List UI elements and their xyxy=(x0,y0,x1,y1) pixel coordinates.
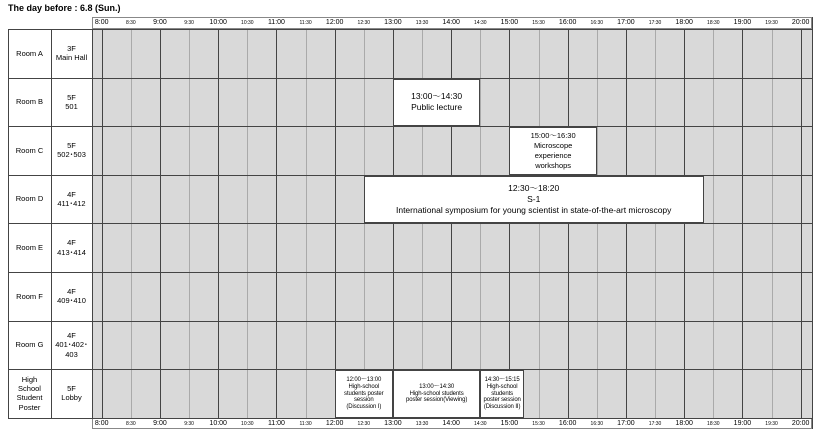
room-location: 5F 502･503 xyxy=(57,141,86,160)
time-label: 17:30 xyxy=(648,420,662,427)
room-name: Room C xyxy=(15,145,44,155)
time-label: 14:30 xyxy=(474,420,487,427)
room-name: Room G xyxy=(15,340,44,350)
time-label: 19:00 xyxy=(733,419,752,427)
time-label: 9:30 xyxy=(184,420,194,427)
row-divider xyxy=(8,223,812,224)
room-name: Room B xyxy=(15,97,44,107)
room-name: High School Student Poster xyxy=(16,374,43,412)
time-label: 12:00 xyxy=(325,19,344,26)
time-label: 18:00 xyxy=(675,19,693,26)
row-divider xyxy=(8,29,812,30)
time-label: 19:00 xyxy=(733,19,752,26)
time-label: 15:00 xyxy=(500,19,519,26)
time-label: 10:00 xyxy=(209,19,227,26)
time-label: 16:00 xyxy=(558,19,577,26)
time-label: 15:30 xyxy=(532,20,545,26)
time-label: 17:00 xyxy=(617,19,635,26)
event-block[interactable]: 14:30～15:15 High-school students poster session (Discussion II) xyxy=(480,370,524,418)
time-label: 16:30 xyxy=(590,420,604,427)
room-location: 5F 501 xyxy=(65,92,78,111)
room-location: 3F Main Hall xyxy=(55,43,88,63)
time-label: 19:30 xyxy=(765,420,778,427)
time-label: 17:00 xyxy=(617,419,635,427)
room-location: 5F Lobby xyxy=(61,384,82,403)
time-label: 14:00 xyxy=(442,19,460,26)
time-label: 8:00 xyxy=(94,419,109,427)
time-label: 16:00 xyxy=(558,419,577,427)
time-label: 11:30 xyxy=(299,20,312,26)
column-divider xyxy=(51,29,52,418)
time-label: 20:00 xyxy=(791,19,810,26)
room-location: 4F 413･414 xyxy=(57,238,86,257)
time-label: 9:00 xyxy=(153,19,167,26)
time-label: 13:30 xyxy=(415,420,429,427)
time-label: 10:30 xyxy=(241,420,254,427)
time-label: 20:00 xyxy=(791,419,810,427)
time-label: 13:00 xyxy=(384,19,402,26)
time-label: 11:30 xyxy=(299,420,312,427)
row-divider xyxy=(8,272,812,273)
room-location: 4F 409･410 xyxy=(57,286,86,306)
time-label: 10:30 xyxy=(241,20,254,26)
row-divider xyxy=(8,418,812,419)
room-name: Room A xyxy=(16,48,43,58)
time-label: 13:30 xyxy=(415,20,429,26)
time-label: 16:30 xyxy=(590,20,604,26)
time-label: 14:30 xyxy=(474,20,487,26)
time-label: 18:00 xyxy=(675,419,693,427)
room-name: Room D xyxy=(15,194,44,204)
time-label: 12:30 xyxy=(357,20,371,26)
time-label: 9:30 xyxy=(184,20,194,26)
event-block[interactable]: 12:00～13:00 High-school students poster session (Discussion I) xyxy=(335,370,393,418)
room-location: 4F 411･412 xyxy=(57,189,86,209)
room-name: Room E xyxy=(15,243,44,252)
time-label: 17:30 xyxy=(648,20,662,26)
column-divider xyxy=(92,29,93,418)
time-label: 11:00 xyxy=(267,19,285,26)
time-label: 18:30 xyxy=(707,20,720,26)
time-label: 15:30 xyxy=(532,420,545,427)
time-label: 15:00 xyxy=(500,419,519,427)
time-label: 13:00 xyxy=(384,419,402,427)
time-label: 12:00 xyxy=(325,419,344,427)
row-divider xyxy=(8,126,812,127)
event-block[interactable]: 13:00～14:30 Public lecture xyxy=(393,79,480,127)
time-label: 10:00 xyxy=(209,419,227,427)
time-label: 12:30 xyxy=(357,420,371,427)
room-name: Room F xyxy=(16,291,43,301)
column-divider xyxy=(8,29,9,418)
time-label: 18:30 xyxy=(707,420,720,427)
time-label: 8:30 xyxy=(125,420,136,427)
time-label: 8:00 xyxy=(94,19,109,26)
event-block[interactable]: 15:00～16:30 Microscope experience workshops xyxy=(509,127,596,175)
time-label: 11:00 xyxy=(267,419,285,427)
page-title: The day before : 6.8 (Sun.) xyxy=(8,3,121,13)
time-label: 9:00 xyxy=(153,419,167,427)
column-divider xyxy=(812,17,813,429)
room-location: 4F 401･402･ 403 xyxy=(55,330,88,359)
time-label: 8:30 xyxy=(125,20,136,26)
time-label: 19:30 xyxy=(765,20,778,26)
time-label: 14:00 xyxy=(442,419,460,427)
row-divider xyxy=(8,321,812,322)
event-block[interactable]: 12:30～18:20 S-1 International symposium for young scientist in state-of-the-art microscopy xyxy=(364,176,704,224)
event-block[interactable]: 13:00～14:30 High-school students poster session(Viewing) xyxy=(393,370,480,418)
